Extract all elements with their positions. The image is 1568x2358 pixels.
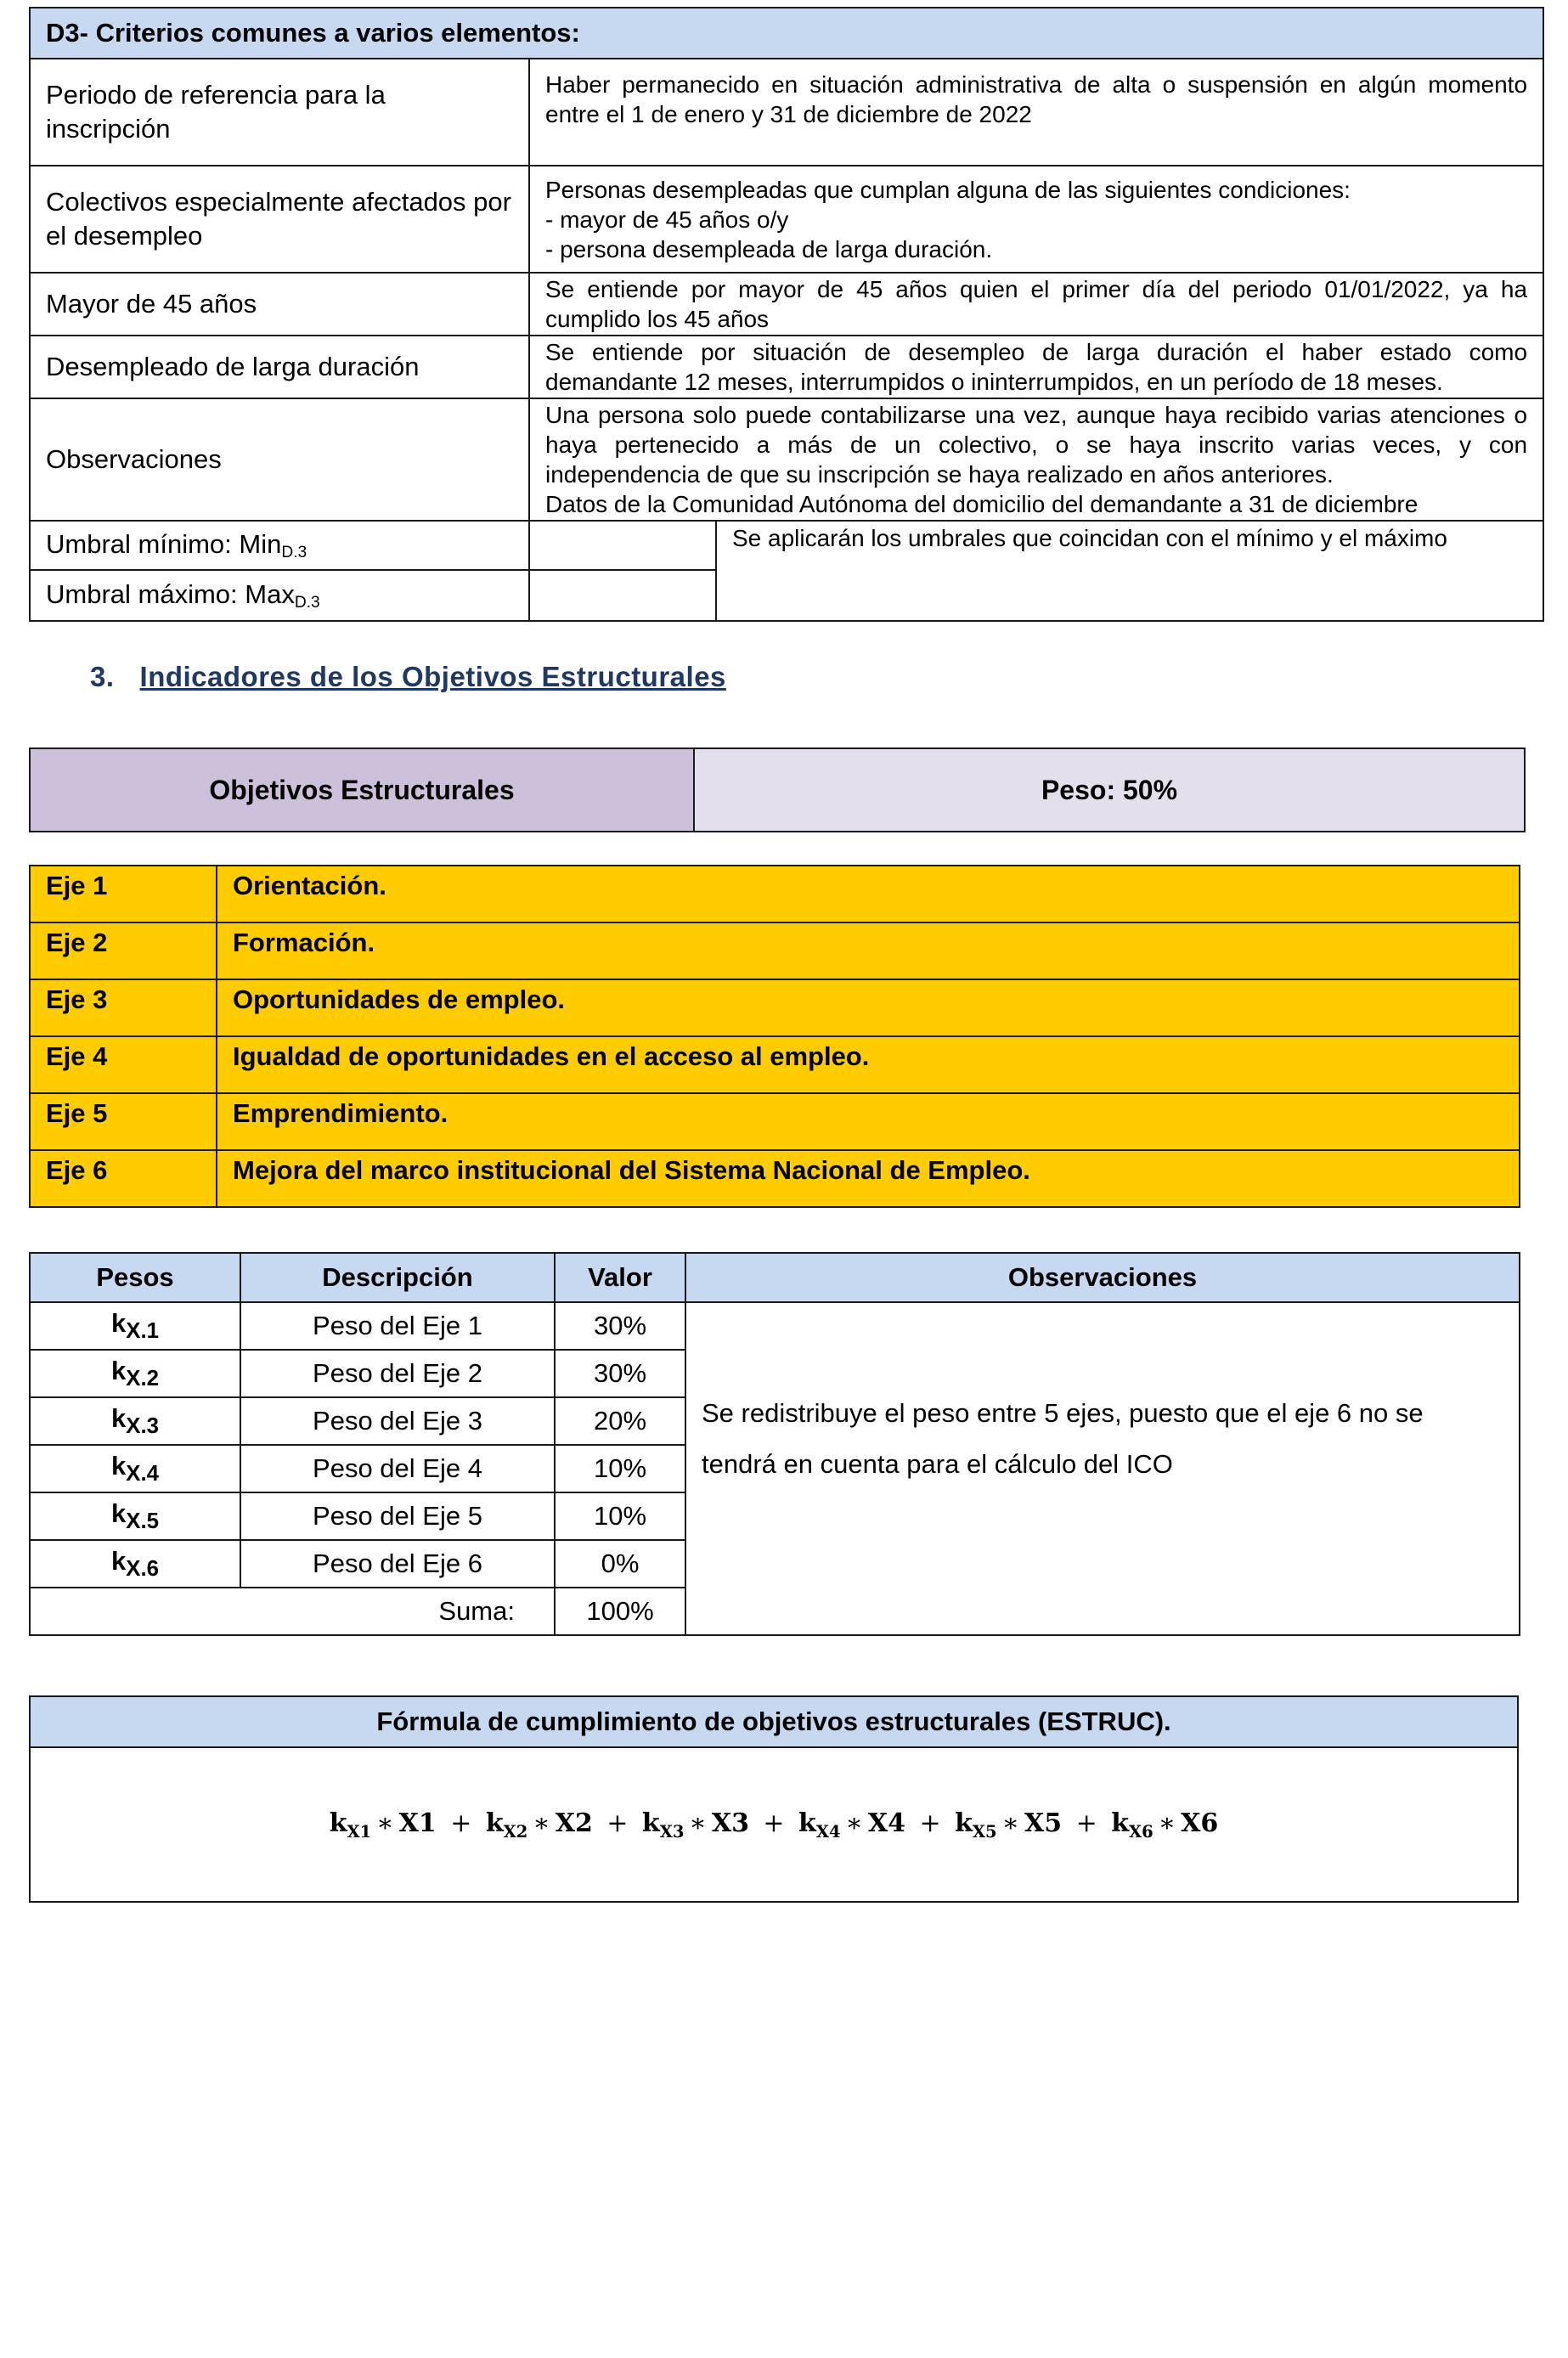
umbral-maximo-value	[529, 570, 716, 621]
section-heading	[90, 661, 726, 693]
d3-text-larga-duracion: Se entiende por situación de desempleo de larga duración el haber estado como demandante 12 meses, interrumpidos o ininterrumpidos, en un período de 18 meses.	[529, 336, 1543, 398]
formula-term: $k_{X3}$ ∗ X3	[641, 1808, 749, 1842]
eje-row	[30, 1093, 1520, 1150]
plus-sign: +	[1075, 1808, 1097, 1838]
observaciones-line: Una persona solo puede contabilizarse una vez, aunque haya recibido varias atenciones o haya pertenecido a más de un colectivo, o se haya inscrito varias veces, y con independencia de que su inscripción se haya realizado en años anteriores.	[545, 402, 1528, 488]
peso-symbol: $k_{X.3}$	[30, 1397, 240, 1445]
peso-row	[30, 1302, 1520, 1350]
eje-id: Eje 4	[30, 1036, 217, 1093]
peso-symbol: $k_{X.5}$	[30, 1492, 240, 1540]
eje-desc: Emprendimiento.	[217, 1093, 1520, 1150]
eje-row	[30, 1150, 1520, 1207]
peso-desc: Peso del Eje 2	[240, 1350, 555, 1397]
pesos-table	[29, 1252, 1520, 1636]
eje-id: Eje 3	[30, 979, 217, 1036]
peso-valor: 30%	[555, 1302, 685, 1350]
plus-sign: +	[919, 1808, 941, 1838]
eje-desc: Igualdad de oportunidades en el acceso al empleo.	[217, 1036, 1520, 1093]
peso-desc: Peso del Eje 3	[240, 1397, 555, 1445]
section-number: 3.	[90, 661, 115, 692]
d3-label-periodo: Periodo de referencia para la inscripción	[30, 59, 529, 166]
d3-criteria-table	[29, 7, 1544, 622]
col-header-descripcion: Descripción	[240, 1253, 555, 1302]
d3-header: D3- Criterios comunes a varios elementos:	[30, 8, 1543, 59]
formula-term: $k_{X5}$ ∗ X5	[955, 1808, 1063, 1842]
formula-term: $k_{X2}$ ∗ X2	[485, 1808, 593, 1842]
eje-id: Eje 6	[30, 1150, 217, 1207]
umbral-maximo-label: Umbral máximo: Max$_{D.3}$	[30, 570, 529, 621]
plus-sign: +	[763, 1808, 785, 1838]
eje-row	[30, 979, 1520, 1036]
eje-row	[30, 1036, 1520, 1093]
peso-desc: Peso del Eje 6	[240, 1540, 555, 1588]
plus-sign: +	[450, 1808, 472, 1838]
section-title: Indicadores de los Objetivos Estructurales	[139, 661, 726, 692]
pesos-observacion: Se redistribuye el peso entre 5 ejes, puesto que el eje 6 no se tendrá en cuenta para el cálculo del ICO	[685, 1302, 1520, 1635]
d3-text-periodo: Haber permanecido en situación administrativa de alta o suspensión en algún momento entre el 1 de enero y 31 de diciembre de 2022	[529, 59, 1543, 166]
plus-sign: +	[606, 1808, 629, 1838]
eje-row	[30, 922, 1520, 979]
eje-id: Eje 2	[30, 922, 217, 979]
peso-desc: Peso del Eje 5	[240, 1492, 555, 1540]
colectivos-line: - persona desempleada de larga duración.	[545, 236, 993, 262]
observaciones-line: Datos de la Comunidad Autónoma del domicilio del demandante a 31 de diciembre	[545, 491, 1419, 517]
d3-label-colectivos: Colectivos especialmente afectados por el desempleo	[30, 166, 529, 273]
eje-id: Eje 1	[30, 866, 217, 922]
colectivos-line: - mayor de 45 años o/y	[545, 206, 789, 233]
d3-text-observaciones	[529, 398, 1543, 521]
d3-label-observaciones: Observaciones	[30, 398, 529, 521]
eje-desc: Orientación.	[217, 866, 1520, 922]
d3-label-mayor45: Mayor de 45 años	[30, 273, 529, 336]
eje-row	[30, 866, 1520, 922]
formula-term: $k_{X1}$ ∗ X1	[329, 1808, 437, 1842]
peso-symbol: $k_{X.2}$	[30, 1350, 240, 1397]
objetivos-peso-table	[29, 747, 1526, 832]
eje-desc: Formación.	[217, 922, 1520, 979]
col-header-observaciones: Observaciones	[685, 1253, 1520, 1302]
umbral-minimo-label: Umbral mínimo: Min$_{D.3}$	[30, 521, 529, 570]
peso-symbol: $k_{X.6}$	[30, 1540, 240, 1588]
peso-valor: 20%	[555, 1397, 685, 1445]
peso-desc: Peso del Eje 1	[240, 1302, 555, 1350]
colectivos-line: Personas desempleadas que cumplan alguna de las siguientes condiciones:	[545, 177, 1351, 203]
formula-expression	[30, 1747, 1518, 1902]
formula-term: $k_{X4}$ ∗ X4	[798, 1808, 906, 1842]
eje-id: Eje 5	[30, 1093, 217, 1150]
ejes-table	[29, 865, 1520, 1208]
objetivos-label: Objetivos Estructurales	[30, 748, 694, 832]
eje-desc: Oportunidades de empleo.	[217, 979, 1520, 1036]
col-header-pesos: Pesos	[30, 1253, 240, 1302]
umbral-minimo-value	[529, 521, 716, 570]
umbral-note: Se aplicarán los umbrales que coincidan con el mínimo y el máximo	[716, 521, 1543, 621]
peso-valor: 30%	[555, 1350, 685, 1397]
col-header-valor: Valor	[555, 1253, 685, 1302]
objetivos-peso: Peso: 50%	[694, 748, 1525, 832]
formula-term: $k_{X6}$ ∗ X6	[1111, 1808, 1219, 1842]
peso-desc: Peso del Eje 4	[240, 1445, 555, 1492]
d3-label-larga-duracion: Desempleado de larga duración	[30, 336, 529, 398]
peso-symbol: $k_{X.4}$	[30, 1445, 240, 1492]
suma-label: Suma:	[30, 1588, 555, 1635]
peso-valor: 10%	[555, 1445, 685, 1492]
d3-text-colectivos	[529, 166, 1543, 273]
peso-symbol: $k_{X.1}$	[30, 1302, 240, 1350]
formula-header: Fórmula de cumplimiento de objetivos estructurales (ESTRUC).	[30, 1696, 1518, 1747]
eje-desc: Mejora del marco institucional del Sistema Nacional de Empleo.	[217, 1150, 1520, 1207]
formula-table	[29, 1695, 1519, 1903]
d3-text-mayor45: Se entiende por mayor de 45 años quien el primer día del periodo 01/01/2022, ya ha cumplido los 45 años	[529, 273, 1543, 336]
suma-valor: 100%	[555, 1588, 685, 1635]
peso-valor: 0%	[555, 1540, 685, 1588]
peso-valor: 10%	[555, 1492, 685, 1540]
